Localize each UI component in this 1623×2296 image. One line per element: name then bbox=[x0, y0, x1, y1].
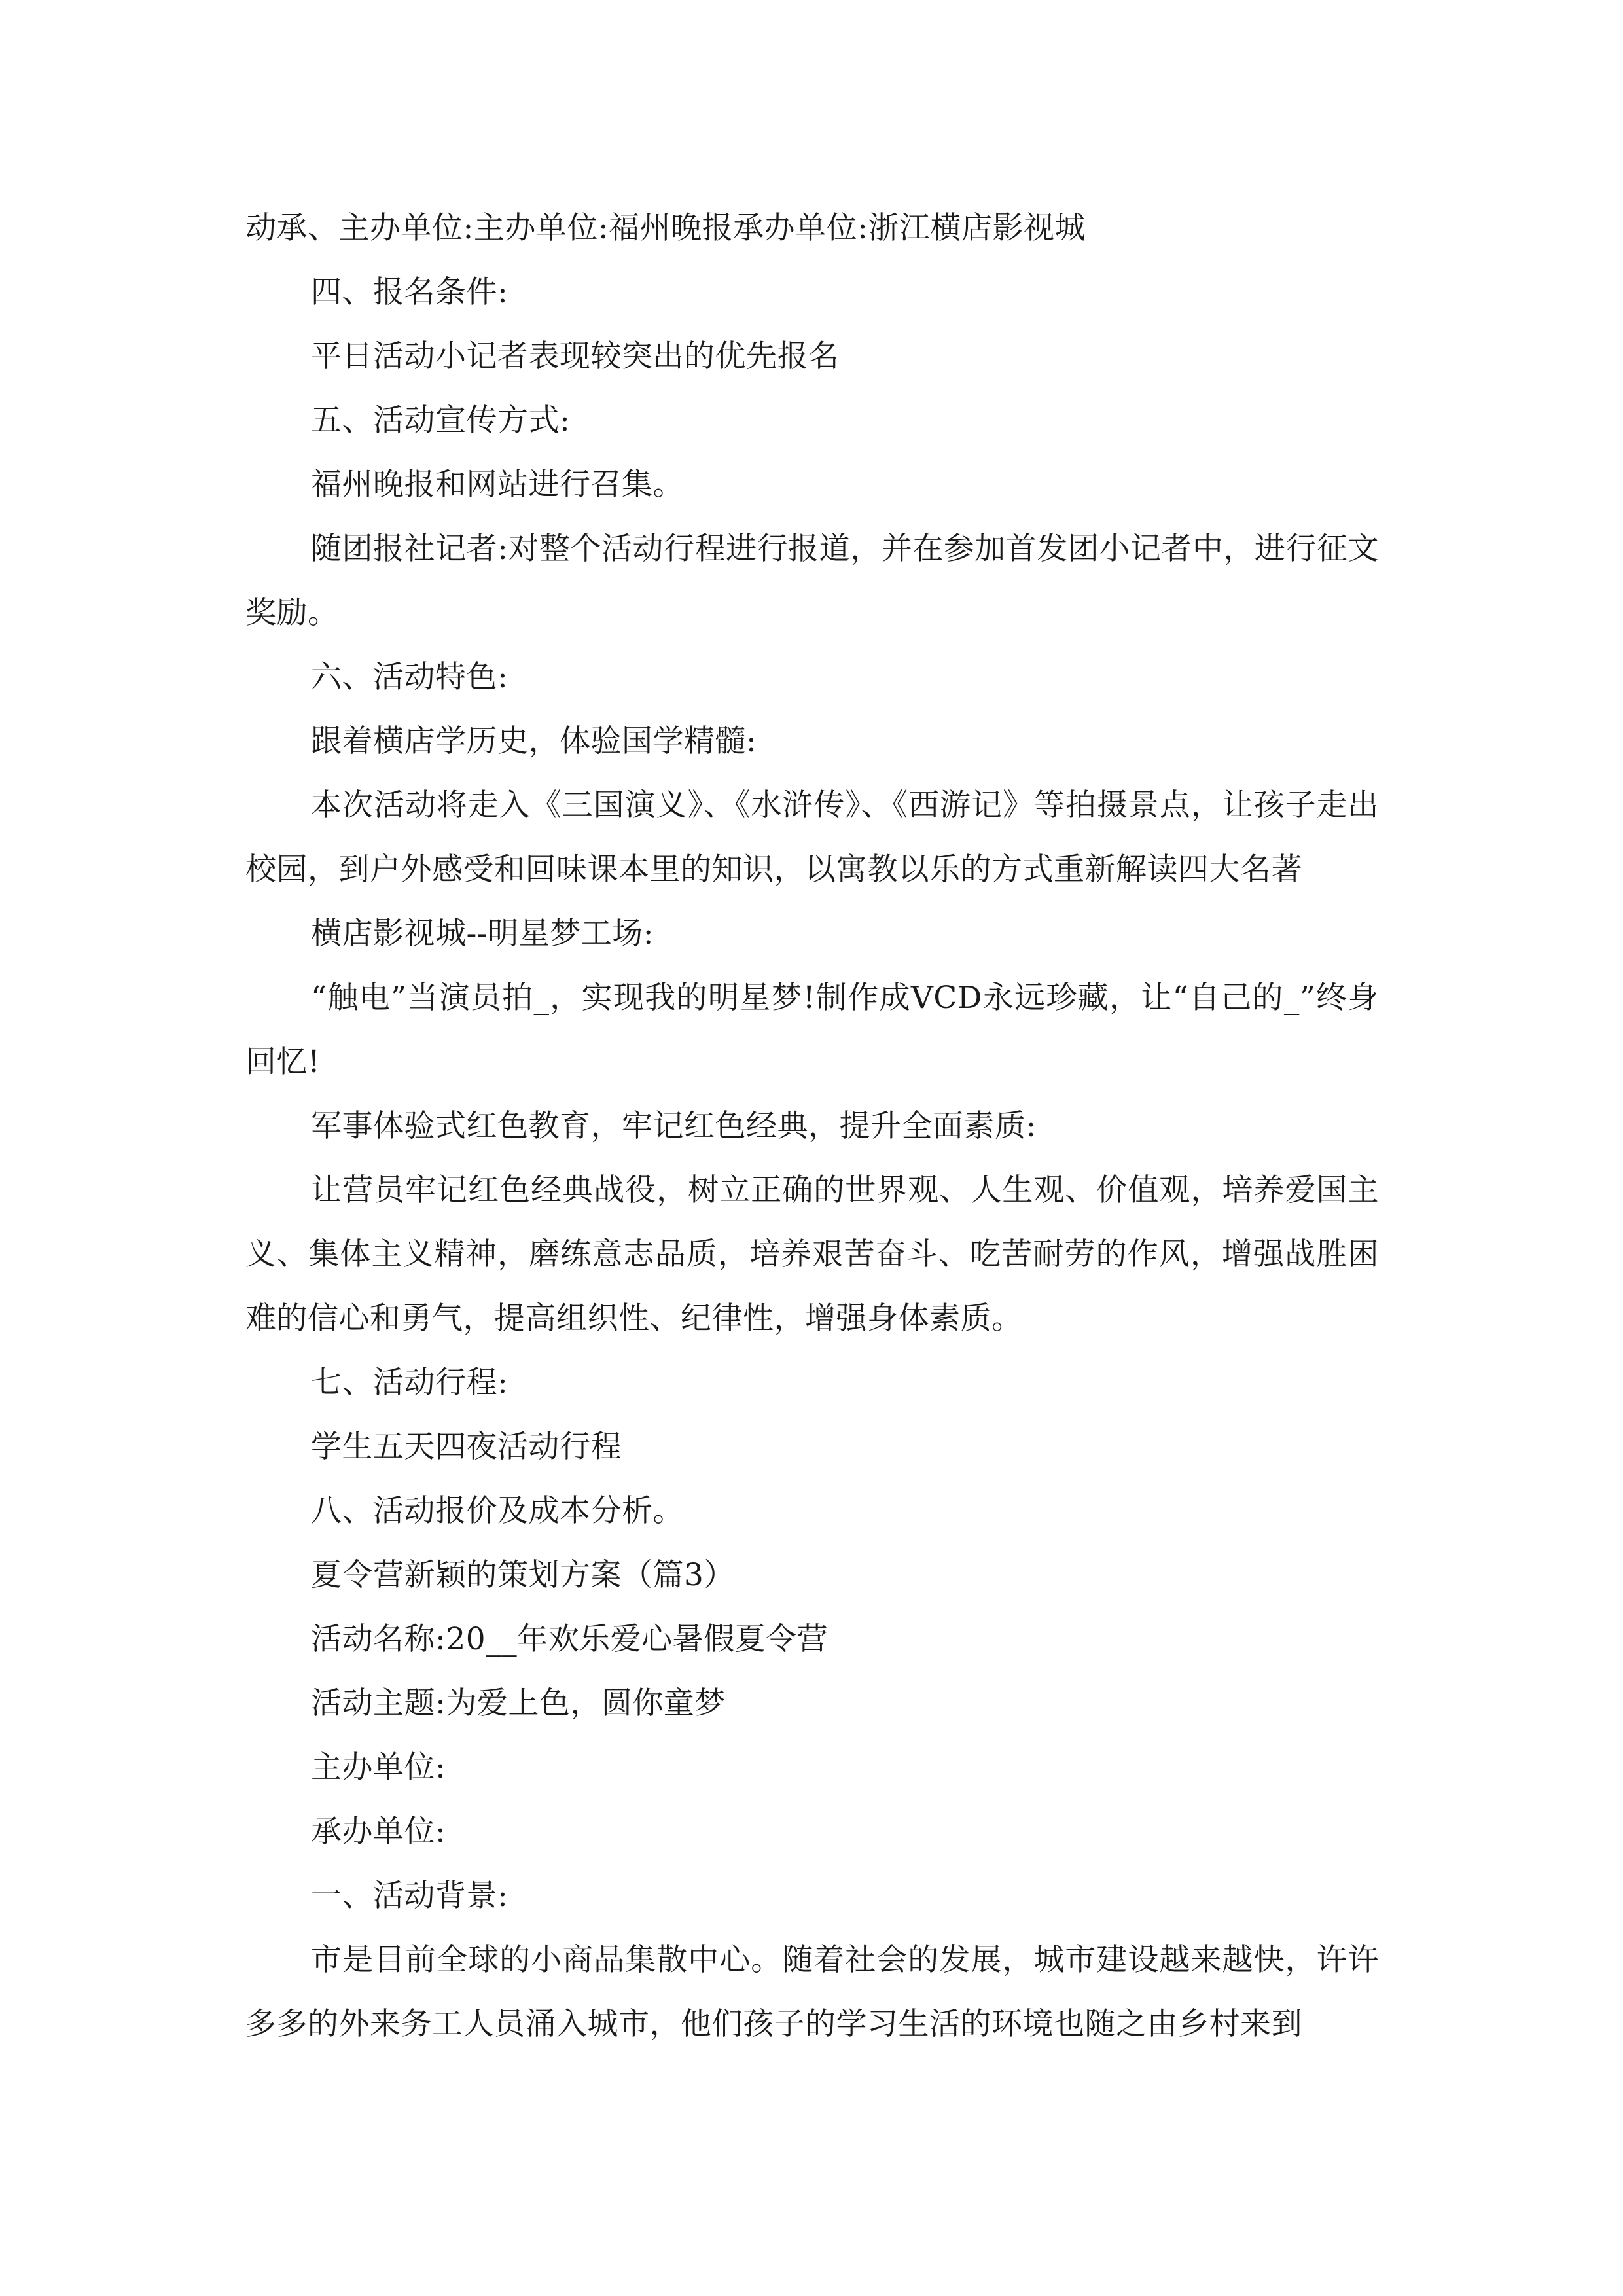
paragraph: 横店影视城--明星梦工场: bbox=[311, 916, 654, 952]
paragraph: 本次活动将走入《三国演义》、《水浒传》、《西游记》等拍摄景点，让孩子走出校园，到户外感受和回味课本里的知识，以寓教以乐的方式重新解读四大名著 bbox=[245, 787, 1379, 888]
paragraph: 活动主题:为爱上色，圆你童梦 bbox=[311, 1685, 726, 1721]
paragraph: 活动名称:20__年欢乐爱心暑假夏令营 bbox=[311, 1621, 829, 1657]
paragraph: 四、报名条件: bbox=[311, 274, 508, 310]
paragraph: 随团报社记者:对整个活动行程进行报道，并在参加首发团小记者中，进行征文奖励。 bbox=[245, 531, 1379, 631]
paragraph: 八、活动报价及成本分析。 bbox=[311, 1493, 684, 1529]
paragraph: 承办单位: bbox=[311, 1814, 446, 1850]
paragraph: 主办单位: bbox=[311, 1749, 446, 1785]
paragraph: 让营员牢记红色经典战役，树立正确的世界观、人生观、价值观，培养爱国主义、集体主义精神，磨练意志品质，培养艰苦奋斗、吃苦耐劳的作风，增强战胜困难的信心和勇气，提高组织性、纪律性，增强身体素质。 bbox=[245, 1172, 1379, 1336]
document-body bbox=[245, 196, 1379, 2056]
paragraph: 夏令营新颖的策划方案（篇3） bbox=[311, 1557, 735, 1593]
paragraph: 福州晚报和网站进行召集。 bbox=[311, 467, 684, 503]
paragraph: 一、活动背景: bbox=[311, 1878, 508, 1914]
paragraph: 七、活动行程: bbox=[311, 1365, 508, 1401]
paragraph: “触电”当演员拍_，实现我的明星梦!制作成VCD永远珍藏，让“自己的_”终身回忆! bbox=[245, 980, 1379, 1080]
paragraph: 动承、主办单位:主办单位:福州晚报承办单位:浙江横店影视城 bbox=[245, 210, 1086, 246]
paragraph: 六、活动特色: bbox=[311, 659, 508, 695]
paragraph: 五、活动宣传方式: bbox=[311, 403, 571, 439]
paragraph: 军事体验式红色教育，牢记红色经典，提升全面素质: bbox=[311, 1108, 1037, 1144]
paragraph: 学生五天四夜活动行程 bbox=[311, 1429, 622, 1465]
paragraph: 跟着横店学历史，体验国学精髓: bbox=[311, 723, 757, 759]
paragraph: 市是目前全球的小商品集散中心。随着社会的发展，城市建设越来越快，许许多多的外来务工人员涌入城市，他们孩子的学习生活的环境也随之由乡村来到 bbox=[245, 1942, 1379, 2042]
paragraph: 平日活动小记者表现较突出的优先报名 bbox=[311, 338, 840, 374]
